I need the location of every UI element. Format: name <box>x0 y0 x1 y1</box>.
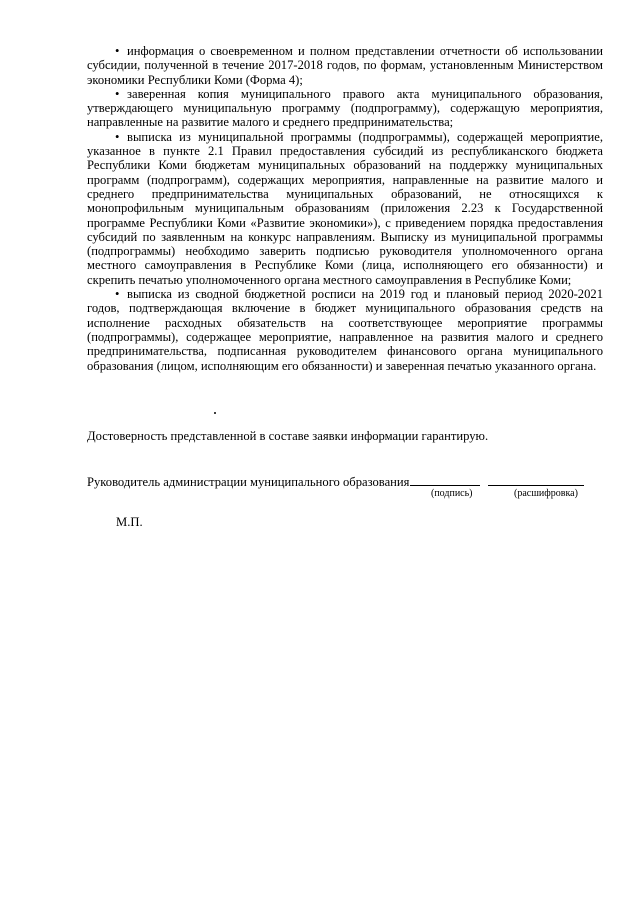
list-item-text: заверенная копия муниципального правого акта муниципального образования, утверждающего муниципальную программу (подпрограмму), содержащую мероприятия, направленные на развитие малого и среднего предпринимательства; <box>87 86 603 130</box>
list-item-text: информация о своевременном и полном представлении отчетности об использовании субсидии, полученной в течение 2017-2018 годов, по формам, установленным Министерством экономики Республики Коми (Форма 4); <box>87 44 603 87</box>
decryption-blank <box>488 474 584 486</box>
bullet-icon: • <box>115 86 120 101</box>
bullet-icon: • <box>115 44 120 58</box>
bullet-icon: • <box>115 129 120 144</box>
list-item <box>87 44 603 87</box>
signature-line <box>87 474 607 489</box>
list-item-text: выписка из муниципальной программы (подпрограммы), содержащей мероприятие, указанное в пункте 2.1 Правил предоставления субсидий из республиканского бюджета Республики Коми бюджетам муниципальных образований на поддержку муниципальных программ (подпрограмм), содержащих мероприятия, направленные на развитие малого и среднего предпринимательства муниципальных образований, не относящихся к монопрофильным муниципальным образованиям (приложения 2.23 к Государственной программе Республики Коми «Развитие экономики»), с приведением порядка предоставления субсидий по заявленным на конкурс направлениям. Выписку из муниципальной программы (подпрограммы) необходимо заверить подписью руководителя уполномоченного органа местного самоуправления в Республике Коми (лица, исполняющего его обязанности) и скрепить печатью уполномоченного органа местного самоуправления в Республике Коми; <box>87 129 603 287</box>
stamp-place: М.П. <box>116 515 143 529</box>
bullet-icon: • <box>115 287 120 302</box>
guarantee-statement: Достоверность представленной в составе заявки информации гарантирую. <box>87 429 489 443</box>
list-item <box>87 287 603 373</box>
list-item <box>87 87 603 130</box>
stray-dot <box>214 412 216 414</box>
list-item <box>87 130 603 287</box>
list-item-text: выписка из сводной бюджетной росписи на 2019 год и плановый период 2020-2021 годов, подтверждающая включение в бюджет муниципального образования средств на исполнение расходных обязательств на соответствующее мероприятие программы (подпрограммы), содержащее мероприятие, направленное на развития малого и среднего предпринимательства, подписанная руководителем финансового органа муниципального образования (лицом, исполняющим его обязанности) и заверенная печатью указанного органа. <box>87 287 603 373</box>
requirements-list <box>87 44 603 373</box>
signature-caption: (подпись) <box>431 488 473 499</box>
signature-label: Руководитель администрации муниципального образования <box>87 475 410 489</box>
signature-blank <box>410 474 480 486</box>
decryption-caption: (расшифровка) <box>514 488 578 499</box>
